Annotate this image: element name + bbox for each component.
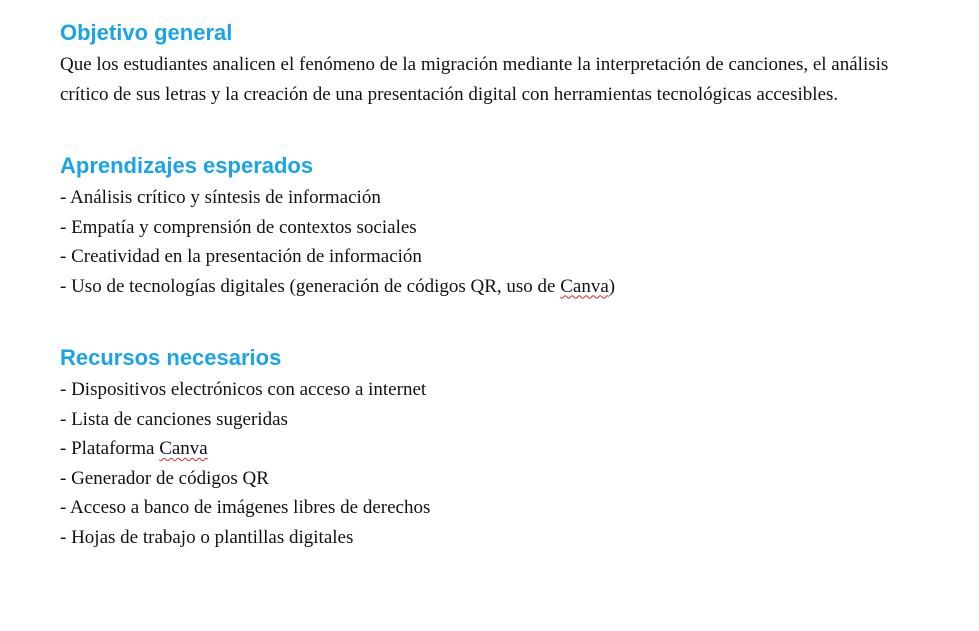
section-aprendizajes-esperados: [60, 149, 940, 301]
list-item: - Hojas de trabajo o plantillas digitales: [60, 526, 354, 548]
list-item: - Acceso a banco de imágenes libres de derechos: [60, 497, 431, 518]
spellcheck-flagged-word[interactable]: Canva: [560, 275, 609, 297]
list-item: [60, 272, 940, 302]
list-item-text: ): [608, 275, 616, 297]
document-page: [60, 16, 940, 552]
list-item: - Generador de códigos QR: [60, 467, 269, 489]
section-recursos-necesarios: [60, 341, 940, 552]
list-item: [60, 434, 940, 464]
heading-objetivo-general: Objetivo general: [60, 20, 233, 45]
spellcheck-flagged-word[interactable]: Canva: [159, 438, 208, 459]
list-item: - Lista de canciones sugeridas: [60, 408, 288, 430]
list-item-text: - Uso de tecnologías digitales (generación de códigos QR, uso de: [60, 275, 561, 297]
list-item: - Análisis crítico y síntesis de información: [60, 187, 381, 208]
list-item: - Dispositivos electrónicos con acceso a internet: [60, 379, 427, 400]
recursos-list: [60, 375, 940, 552]
list-item-text: - Plataforma: [60, 438, 160, 459]
aprendizajes-list: [60, 183, 940, 301]
objetivo-paragraph: Que los estudiantes analicen el fenómeno de la migración mediante la interpretación de canciones, el análisis crítico de sus letras y la creación de una presentación digital con herramientas tecnológicas accesibles.: [60, 54, 889, 105]
list-item: - Empatía y comprensión de contextos sociales: [60, 216, 417, 238]
section-objetivo-general: [60, 16, 940, 109]
heading-recursos-necesarios: Recursos necesarios: [60, 345, 282, 370]
list-item: - Creatividad en la presentación de información: [60, 246, 422, 267]
heading-aprendizajes-esperados: Aprendizajes esperados: [60, 153, 314, 178]
